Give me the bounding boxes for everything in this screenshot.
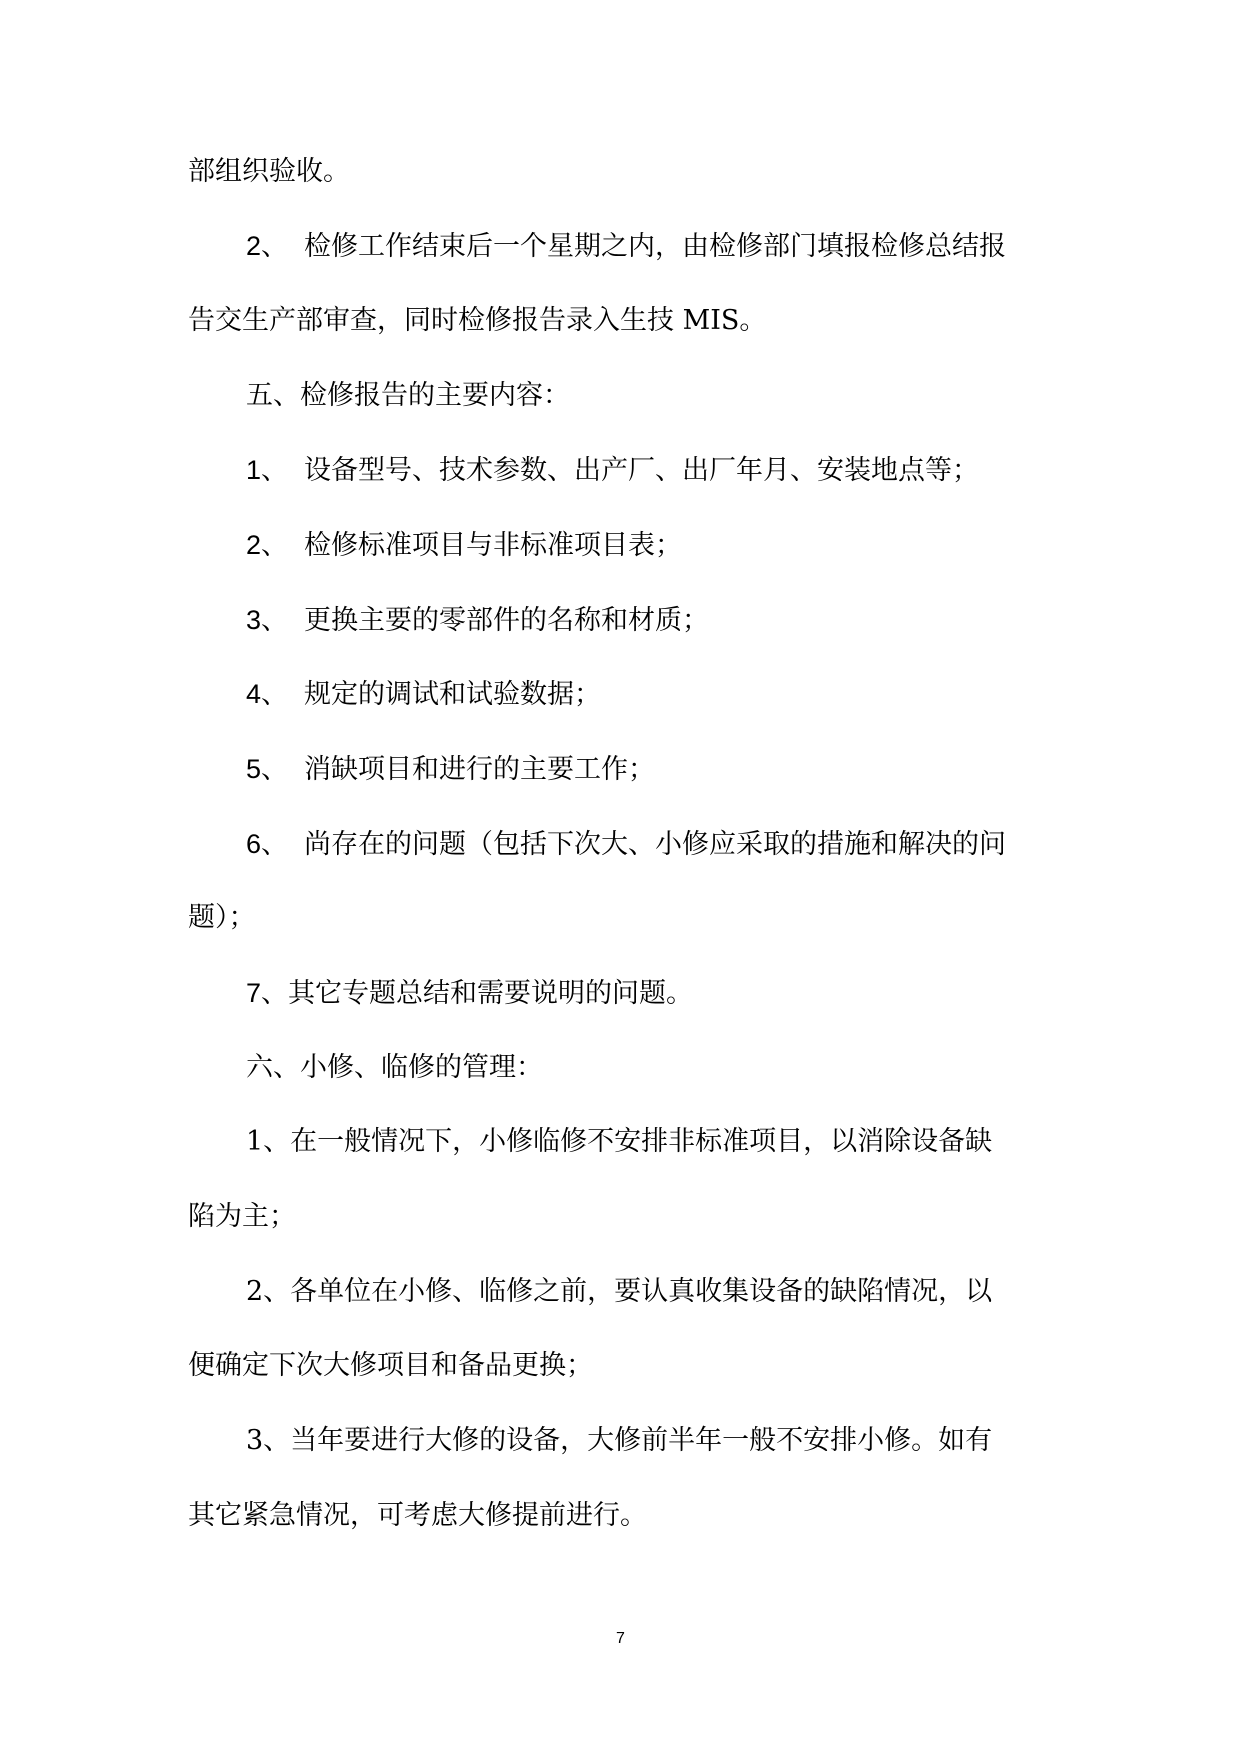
section-heading xyxy=(246,1048,1116,1088)
item-text: 3、当年要进行大修的设备，大修前半年一般不安排小修。如有 xyxy=(246,1425,993,1456)
paragraph-line xyxy=(188,301,1058,341)
heading-text: 五、检修报告的主要内容： xyxy=(246,380,570,411)
item-text: 2、各单位在小修、临修之前，要认真收集设备的缺陷情况，以 xyxy=(246,1276,993,1307)
numbered-item xyxy=(246,973,1116,1014)
numbered-item xyxy=(246,525,1116,566)
numbered-item xyxy=(246,824,1116,865)
heading-text: 六、小修、临修的管理： xyxy=(246,1052,543,1083)
item-text: 设备型号、技术参数、出产厂、出厂年月、安装地点等； xyxy=(304,455,979,486)
line-text: 陷为主； xyxy=(188,1201,296,1232)
line-text: 便确定下次大修项目和备品更换； xyxy=(188,1350,593,1381)
item-number: 1、 xyxy=(246,455,289,485)
item-number: 6、 xyxy=(246,829,289,859)
numbered-item xyxy=(246,674,1116,715)
section-heading xyxy=(246,376,1116,416)
item-number: 2、 xyxy=(246,530,289,560)
item-text: 1、在一般情况下，小修临修不安排非标准项目，以消除设备缺 xyxy=(246,1126,993,1157)
numbered-item xyxy=(246,226,1116,267)
line-text: 其它紧急情况，可考虑大修提前进行。 xyxy=(188,1500,647,1531)
item-number: 2、 xyxy=(246,231,289,261)
item-text: 消缺项目和进行的主要工作； xyxy=(304,754,655,785)
paragraph-line xyxy=(188,898,1058,938)
item-text: 尚存在的问题（包括下次大、小修应采取的措施和解决的问 xyxy=(304,829,1006,860)
paragraph-line xyxy=(188,152,1058,192)
item-number: 4、 xyxy=(246,679,289,709)
item-text: 规定的调试和试验数据； xyxy=(304,679,601,710)
item-text: 更换主要的零部件的名称和材质； xyxy=(304,605,709,636)
item-number: 5、 xyxy=(246,754,289,784)
numbered-item xyxy=(246,450,1116,491)
line-text: 部组织验收。 xyxy=(188,156,350,187)
paragraph-line xyxy=(188,1346,1058,1386)
line-text: 题）； xyxy=(188,902,256,933)
item-number: 3、 xyxy=(246,605,289,635)
numbered-item xyxy=(246,749,1116,790)
item-text: 7、其它专题总结和需要说明的问题。 xyxy=(246,978,694,1008)
paragraph-line xyxy=(188,1197,1058,1237)
line-text: 告交生产部审查，同时检修报告录入生技 MIS。 xyxy=(188,305,767,336)
page-number: 7 xyxy=(616,1630,625,1647)
paragraph-line xyxy=(188,1496,1058,1536)
item-text: 检修工作结束后一个星期之内，由检修部门填报检修总结报 xyxy=(304,231,1006,262)
item-text: 检修标准项目与非标准项目表； xyxy=(304,530,682,561)
numbered-item xyxy=(246,600,1116,641)
numbered-item xyxy=(246,1122,1116,1162)
numbered-item xyxy=(246,1272,1116,1312)
numbered-item xyxy=(246,1421,1116,1461)
